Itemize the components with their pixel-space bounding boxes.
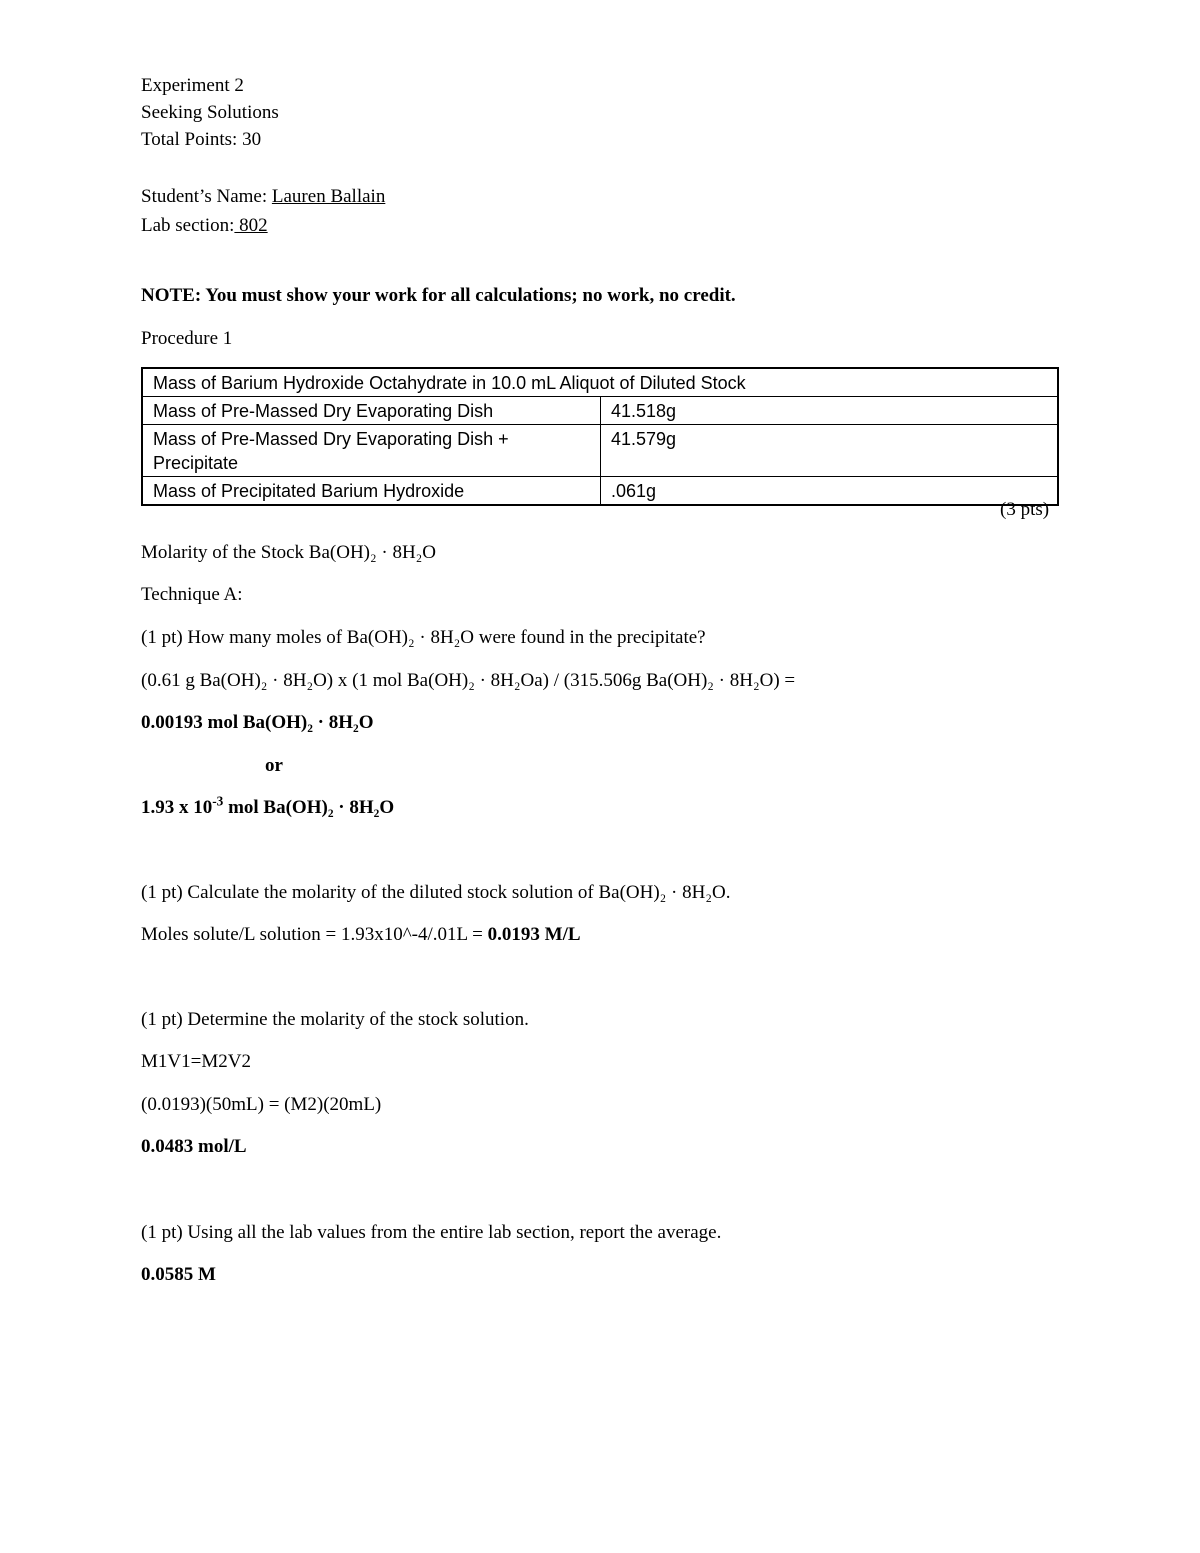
q1-answer2-exponent: -3 [212,793,224,809]
procedure-heading: Procedure 1 [141,328,233,349]
table-cell-label: Mass of Pre-Massed Dry Evaporating Dish [142,397,601,425]
table-cell-value: 41.579g [601,425,1059,477]
table-header-row [142,368,1058,397]
mass-table [141,367,1059,506]
student-name-value: Lauren Ballain [271,186,386,207]
q1-question: (1 pt) How many moles of Ba(OH)₂ · 8H₂O were found in the precipitate? [141,627,706,648]
q4-answer: 0.0585 M [141,1264,216,1285]
lab-section-label: Lab section: [141,215,235,236]
molarity-heading: Molarity of the Stock Ba(OH)₂ · 8H₂O [141,542,437,563]
note: NOTE: You must show your work for all calculations; no work, no credit. [141,285,736,306]
total-points: Total Points: 30 [141,129,262,150]
table-cell-label: Mass of Pre-Massed Dry Evaporating Dish + Precipitate [142,425,601,477]
experiment-title: Seeking Solutions [141,102,279,123]
table-cell-label: Mass of Precipitated Barium Hydroxide [142,477,601,506]
table-cell-value: 41.518g [601,397,1059,425]
q2-answer: 0.0193 M/L [487,924,581,945]
q4-question: (1 pt) Using all the lab values from the entire lab section, report the average. [141,1222,722,1243]
q3-work: (0.0193)(50mL) = (M2)(20mL) [141,1094,382,1115]
table-row [142,477,1058,506]
student-name-label: Student’s Name: [141,186,272,207]
q1-or: or [265,755,283,776]
table-row [142,397,1058,425]
q3-question: (1 pt) Determine the molarity of the stock solution. [141,1009,529,1030]
q2-work-line [141,925,581,944]
q1-work: (0.61 g Ba(OH)₂ · 8H₂O) x (1 mol Ba(OH)₂ · 8H₂Oa) / (315.506g Ba(OH)₂ · 8H₂O) = [141,670,796,691]
q1-answer2-prefix: 1.93 x 10 [141,797,213,818]
q3-answer: 0.0483 mol/L [141,1136,247,1157]
q2-work: Moles solute/L solution = 1.93x10^-4/.01L = [141,924,488,945]
experiment-number: Experiment 2 [141,75,244,96]
q1-answer-decimal: 0.00193 mol Ba(OH)₂ · 8H₂O [141,712,374,733]
student-name-line [141,187,385,206]
q2-question: (1 pt) Calculate the molarity of the diluted stock solution of Ba(OH)₂ · 8H₂O. [141,882,731,903]
table-row [142,425,1058,477]
q1-answer-scientific [141,793,395,818]
table-header-cell: Mass of Barium Hydroxide Octahydrate in 10.0 mL Aliquot of Diluted Stock [142,368,1058,397]
lab-section-value: 802 [234,215,268,236]
technique-heading: Technique A: [141,584,243,605]
table-points: (3 pts) [1000,499,1050,520]
lab-section-line [141,216,268,235]
q1-answer2-suffix: mol Ba(OH)₂ · 8H₂O [223,797,395,818]
q3-formula: M1V1=M2V2 [141,1051,251,1072]
table-cell-value: .061g [601,477,1059,506]
